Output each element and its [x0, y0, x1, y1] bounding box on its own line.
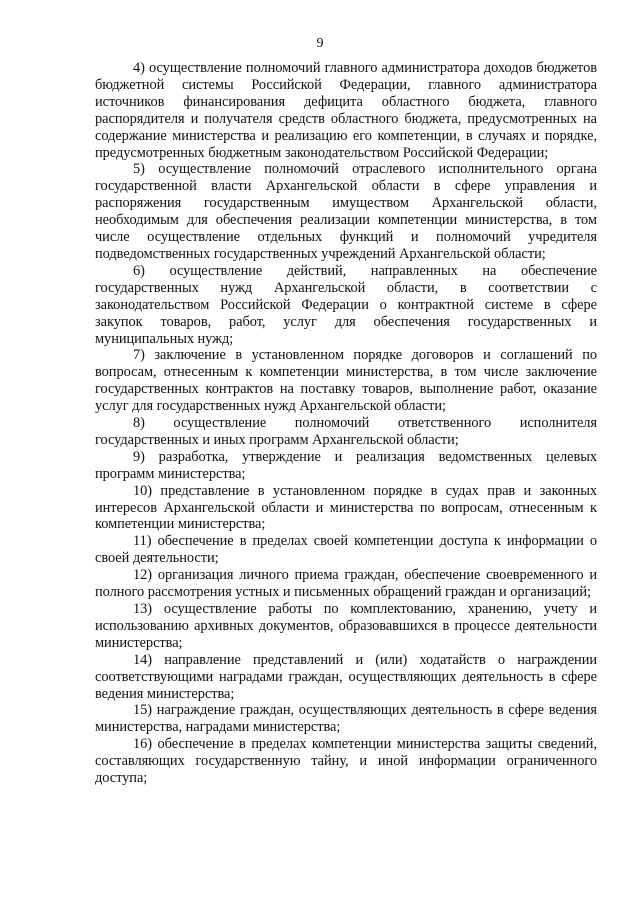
list-item-11: 11) обеспечение в пределах своей компетенции доступа к информации о своей деятельности;: [95, 533, 597, 567]
list-item-5: 5) осуществление полномочий отраслевого исполнительного органа государственной власти Архангельской области в сфере управления и распоряжения государственным имуществом Архангельской области, необходимым для обеспечения реализации компетенции министерства, в том числе осуществление отдельных функций и полномочий учредителя подведомственных государственных учреждений Архангельской области;: [95, 161, 597, 262]
list-item-8: 8) осуществление полномочий ответственного исполнителя государственных и иных программ Архангельской области;: [95, 415, 597, 448]
list-item-14: 14) направление представлений и (или) ходатайств о награждении соответствующими наградами граждан, осуществляющих деятельность в сфере ведения министерства;: [95, 651, 597, 702]
list-item-6: 6) осуществление действий, направленных на обеспечение государственных нужд Архангельской области, в соответствии с законодательством Российской Федерации о контрактной системе в сфере закупок товаров, работ, услуг для обеспечения государственных и муниципальных нужд;: [95, 262, 597, 347]
list-item-12: 12) организация личного приема граждан, обеспечение своевременного и полного рассмотрения устных и письменных обращений граждан и организаций;: [95, 567, 597, 601]
list-item-15: 15) награждение граждан, осуществляющих деятельность в сфере ведения министерства, наградами министерства;: [95, 702, 597, 736]
document-body: [95, 60, 597, 787]
list-item-7: 7) заключение в установленном порядке договоров и соглашений по вопросам, отнесенным к компетенции министерства, в том числе заключение государственных контрактов на поставку товаров, выполнение работ, оказание услуг для государственных нужд Архангельской области;: [95, 347, 597, 415]
list-item-10: 10) представление в установленном порядке в судах прав и законных интересов Архангельской области и министерства по вопросам, отнесенным к компетенции министерства;: [95, 482, 597, 533]
list-item-13: 13) осуществление работы по комплектованию, хранению, учету и использованию архивных документов, образовавшихся в процессе деятельности министерства;: [95, 601, 597, 651]
list-item-9: 9) разработка, утверждение и реализация ведомственных целевых программ министерства;: [95, 448, 597, 482]
list-item-4: 4) осуществление полномочий главного администратора доходов бюджетов бюджетной системы Российской Федерации, главного администратора источников финансирования дефицита областного бюджета, главного распорядителя и получателя средств областного бюджета, предусмотренных на содержание министерства и реализацию его компетенции, в случаях и порядке, предусмотренных бюджетным законодательством Российской Федерации;: [95, 60, 597, 161]
page-number: 9: [316, 36, 324, 51]
list-item-16: 16) обеспечение в пределах компетенции министерства защиты сведений, составляющих государственную тайну, и иной информации ограниченного доступа;: [95, 736, 597, 787]
